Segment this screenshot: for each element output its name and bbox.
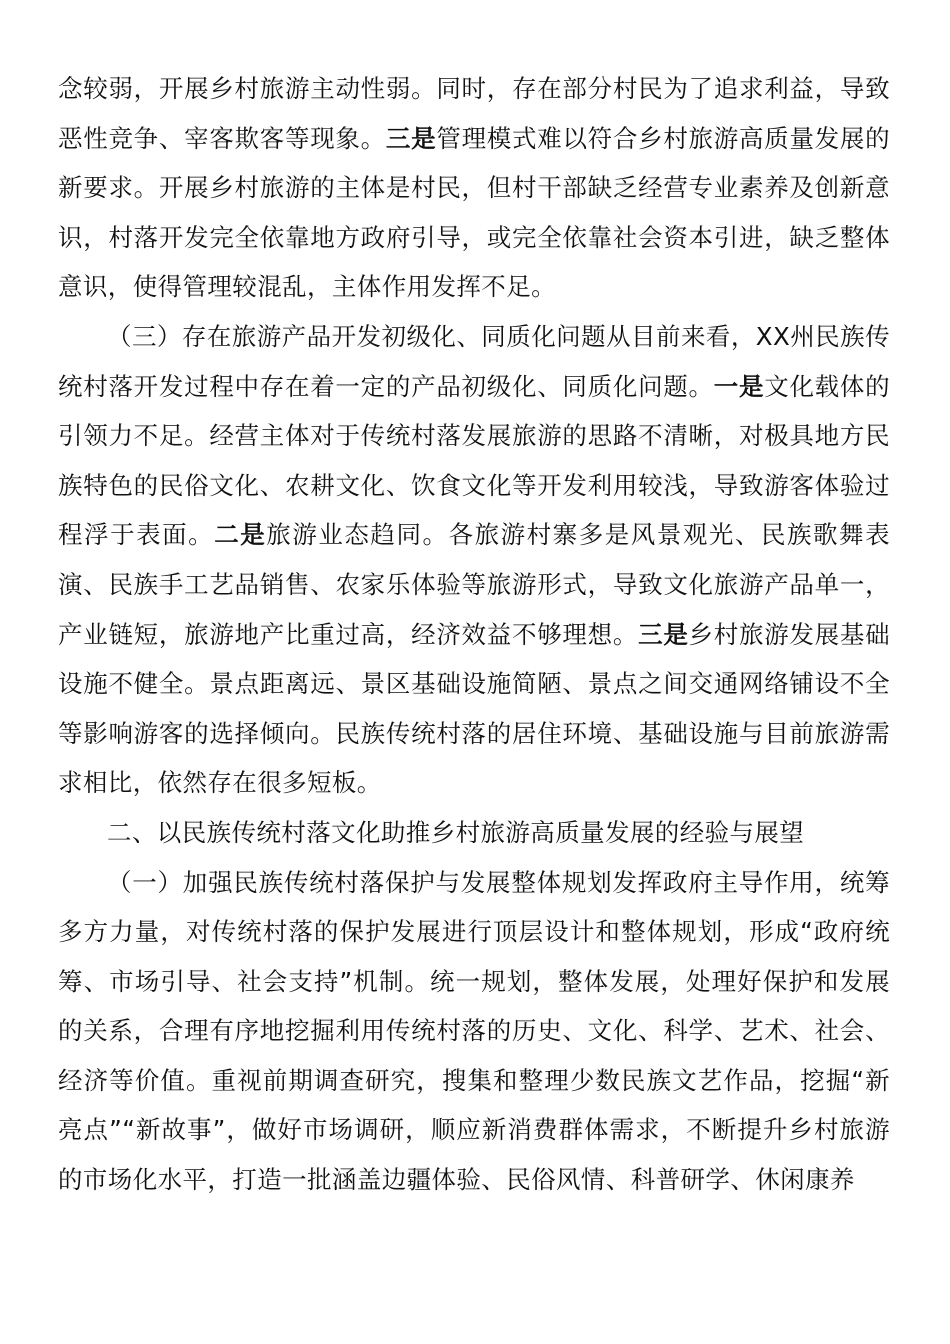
text-run: 文化载体的引领力不足。经营主体对于传统村落发展旅游的思路不清晰，对极具地方民族特色的民俗文化、农耕文化、饮食文化等开发利用较浅，导致游客体验过程浮于表面。 <box>58 371 891 550</box>
text-run: （三）存在旅游产品开发初级化、同质化问题从目前来看，XX州民族传统村落开发过程中存在着一定的产品初级化、同质化问题。 <box>58 321 890 401</box>
bold-keyword: 三是 <box>385 123 437 153</box>
section-heading-experience <box>58 808 890 858</box>
text-run: （一）加强民族传统村落保护与发展整体规划发挥政府主导作用，统筹多方力量，对传统村落的保护发展进行顶层设计和整体规划，形成“政府统筹、市场引导、社会支持”机制。统一规划，整体发展，处理好保护和发展的关系，合理有序地挖掘利用传统村落的历史、文化、科学、艺术、社会、经济等价值。重视前期调查研究，搜集和整理少数民族文艺作品，挖掘“新亮点”“新故事”，做好市场调研，顺应新消费群体需求，不断提升乡村旅游的市场化水平，打造一批涵盖边疆体验、民俗风情、科普研学、休闲康养 <box>58 867 890 1195</box>
paragraph-management-issues <box>58 64 890 312</box>
text-run: 旅游业态趋同。各旅游村寨多是风景观光、民族歌舞表演、民族手工艺品销售、农家乐体验等旅游形式，导致文化旅游产品单一，产业链短，旅游地产比重过高，经济效益不够理想。 <box>58 520 890 649</box>
paragraph-section-3-product-issues <box>58 312 890 808</box>
heading-text: 二、以民族传统村落文化助推乡村旅游高质量发展的经验与展望 <box>107 817 805 847</box>
bold-keyword: 一是 <box>713 371 765 401</box>
text-run: 念较弱，开展乡村旅游主动性弱。同时，存在部分村民为了追求利益，导致恶性竞争、宰客欺客等现象。 <box>58 74 890 153</box>
bold-keyword: 三是 <box>638 619 689 649</box>
paragraph-section-1-planning <box>58 858 890 1205</box>
text-run: 乡村旅游发展基础设施不健全。景点距离远、景区基础设施简陋、景点之间交通网络铺设不全等影响游客的选择倾向。民族传统村落的居住环境、基础设施与目前旅游需求相比，依然存在很多短板。 <box>58 619 890 798</box>
bold-keyword: 二是 <box>214 520 267 550</box>
document-body <box>58 64 890 1205</box>
text-run: 管理模式难以符合乡村旅游高质量发展的新要求。开展乡村旅游的主体是村民，但村干部缺乏经营专业素养及创新意识，村落开发完全依靠地方政府引导，或完全依靠社会资本引进，缺乏整体意识，使得管理较混乱，主体作用发挥不足。 <box>58 123 891 302</box>
